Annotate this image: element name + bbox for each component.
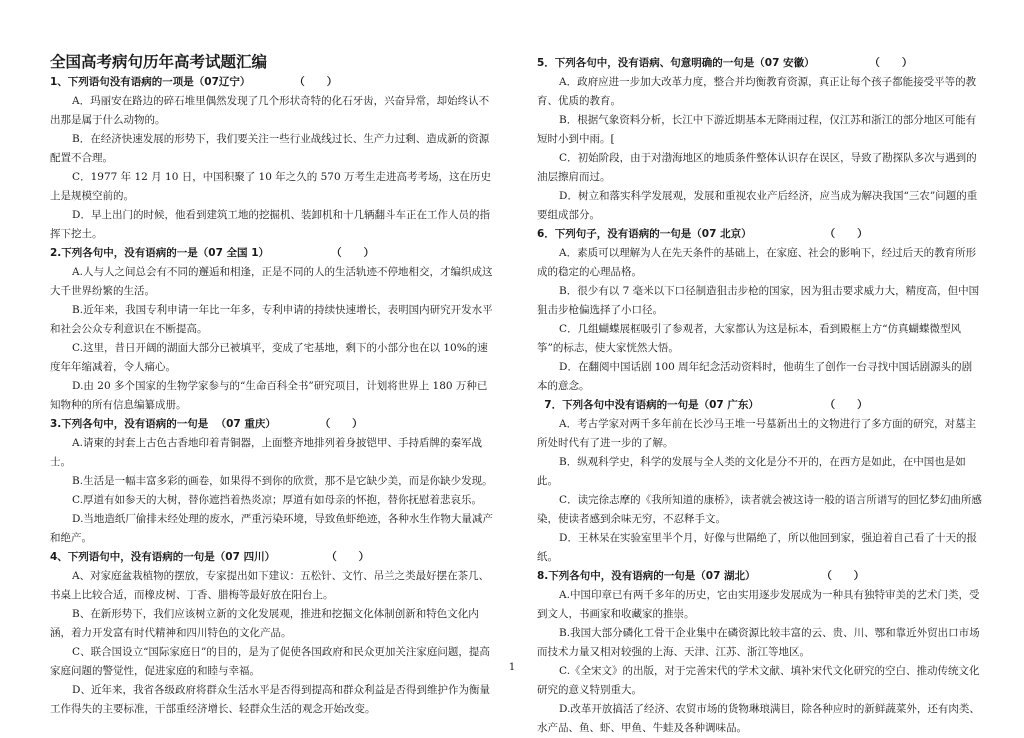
question-block [537,396,982,567]
answer-option: A.请柬的封套上古色古香地印着青铜器，上面整齐地排列着身披铠甲、手持盾牌的秦军战士。 [50,437,482,468]
document-title: 全国高考病句历年高考试题汇编 [50,53,268,71]
answer-option: C.厚道有如参天的大树，替你遮挡着热炎凉；厚道有如母亲的怀抱，替你抚慰着悲哀乐。 [72,494,483,506]
question-title: 6．下列句子，没有语病的一句是（07 北京） （ ） [537,228,868,240]
answer-option: B、在新形势下，我们应该树立新的文化发展观，推进和挖掘文化体制创新和特色文化内涵，着力开发富有时代精神和四川特色的文化产品。 [50,608,479,639]
answer-option: A．玛丽安在路边的碎石堆里偶然发现了几个形状奇特的化石牙齿，兴奋异常，却始终认不出那是属于什么动物的。 [50,95,490,126]
answer-option: B.我国大部分磷化工骨干企业集中在磷资源比较丰富的云、贵、川、鄂和靠近外贸出口市场而技术力量又相对较强的上海、天津、江苏、浙江等地区。 [537,627,980,658]
answer-option: A．考古学家对两千多年前在长沙马王堆一号墓新出土的文物进行了多方面的研究，对墓主所处时代有了进一步的了解。 [537,418,977,449]
left-column [50,52,495,719]
answer-option: D.由 20 多个国家的生物学家参与的“生命百科全书”研究项目，计划将世界上 180 万种已知物种的所有信息编纂成册。 [50,380,488,411]
answer-option: D．早上出门的时候，他看到建筑工地的挖掘机、装卸机和十几辆翻斗车正在工作人员的指挥下挖土。 [50,209,490,240]
answer-option: D．树立和落实科学发展观，发展和重视农业产后经济，应当成为解决我国“三农”问题的重要组成部分。 [537,190,978,221]
question-title: 8.下列各句中，没有语病的一句是（07 湖北） （ ） [537,570,865,582]
answer-option: A.人与人之间总会有不同的邂逅和相逢，正是不同的人的生活轨迹不停地相交，才编织成这大千世界纷繁的生活。 [50,266,493,297]
question-title: 4、下列语句中，没有语病的一句是（07 四川） （ ） [50,551,370,563]
question-title: 1、下列语句没有语病的一项是（07辽宁） （ ） [50,76,338,88]
answer-option: D.当地造纸厂偷排未经处理的废水，严重污染环境，导致鱼虾绝迹，各种水生作物大量减产和绝产。 [50,513,493,544]
answer-option: B．纵观科学史，科学的发展与全人类的文化是分不开的，在西方是如此，在中国也是如此。 [537,456,966,487]
question-block [50,73,495,244]
question-title: 2.下列各句中，没有语病的一是（07 全国 1） （ ） [50,247,375,259]
answer-option: C．1977 年 12 月 10 日，中国积聚了 10 年之久的 570 万考生走进高考考场，这在历史上是规模空前的。 [50,171,491,202]
question-block [50,415,495,548]
answer-option: B．在经济快速发展的形势下，我们要关注一些行业战线过长、生产力过剩、造成新的资源配置不合理。 [50,133,490,164]
question-title: 3.下列各句中，没有语病的一句是 （07 重庆） （ ） [50,418,363,430]
answer-option: B.近年来，我国专利申请一年比一年多，专利申请的持续快速增长，表明国内研究开发水平和社会公众专利意识在不断提高。 [50,304,493,335]
answer-option: C.这里，昔日开阔的湖面大部分已被填平，变成了宅基地，剩下的小部分也在以 10%的速度年年缩减着，令人痛心。 [50,342,488,373]
answer-option: C．初始阶段，由于对渤海地区的地质条件整体认识存在误区，导致了勘探队多次与遇到的油层擦肩而过。 [537,152,977,183]
answer-option: D．王林呆在实验室里半个月，好像与世隔绝了，所以他回到家，强迫着自己看了十天的报纸。 [537,532,977,563]
right-questions [537,54,982,738]
answer-option: C、联合国设立“国际家庭日”的目的，是为了促使各国政府和民众更加关注家庭问题，提高家庭问题的警觉性，促进家庭的和睦与幸福。 [50,646,490,677]
answer-option: B.生活是一幅丰富多彩的画卷，如果得不到你的欣赏，那不是它缺少美，而是你缺少发现。 [72,475,493,487]
left-questions [50,73,495,719]
page-number: 1 [508,662,516,673]
answer-option: C．读完徐志摩的《我所知道的康桥》，读者就会被这诗一般的语言所谱写的回忆梦幻曲所感染，使读者感到余味无穷，不忍释手文。 [537,494,982,525]
answer-option: A.中国印章已有两千多年的历史，它由实用逐步发展成为一种具有独特审美的艺术门类，受到文人，书画家和收藏家的推崇。 [537,589,980,620]
question-title: 7．下列各句中没有语病的一句是（07 广东） （ ） [537,399,868,411]
question-title: 5．下列各句中，没有语病、句意明确的一句是（07 安徽） （ ） [537,57,913,69]
answer-option: A．素质可以理解为人在先天条件的基础上，在家庭、社会的影响下，经过后天的教育所形成的稳定的心理品格。 [537,247,977,278]
question-block [50,548,495,719]
answer-option: A．政府应进一步加大改革力度，整合并均衡教育资源，真正让每个孩子都能接受平等的教育、优质的教育。 [537,76,977,107]
question-block [537,567,982,738]
answer-option: A、对家庭盆栽植物的摆放，专家提出如下建议：五松针、文竹、吊兰之类最好摆在茶几、书桌上比较合适，而橡皮树、丁香、腊梅等最好放在阳台上。 [50,570,490,601]
answer-option: D．在翻阅中国话剧 100 周年纪念活动资料时，他萌生了创作一台寻找中国话剧源头的剧本的意念。 [537,361,973,392]
right-column [537,54,982,738]
question-block [537,54,982,225]
question-block [50,244,495,415]
answer-option: C.《全宋文》的出版，对于完善宋代的学术文献、填补宋代文化研究的空白、推动传统文化研究的意义特别重大。 [537,665,980,696]
answer-option: D、近年来，我省各级政府将群众生活水平是否得到提高和群众利益是否得到维护作为衡量工作得失的主要标准，干部重经济增长、轻群众生活的观念开始改变。 [50,684,490,715]
answer-option: C．几组蝴蝶展框吸引了参观者，大家都认为这是标本，看到殿框上方“仿真蝴蝶微型风筝”的标志，使大家恍然大悟。 [537,323,961,354]
answer-option: B．根据气象资料分析，长江中下游近期基本无降雨过程，仅江苏和浙江的部分地区可能有短时小到中雨。[ [537,114,977,145]
answer-option: D.改革开放搞活了经济、农贸市场的货物琳琅满目，除各种应时的新鲜蔬菜外，还有肉类、水产品、鱼、虾、甲鱼、牛蛙及各种调味品。 [537,703,980,734]
answer-option: B．很少有以 7 毫米以下口径制造狙击步枪的国家，因为狙击要求威力大，精度高，但中国狙击步枪偏选择了小口径。 [537,285,980,316]
question-block [537,225,982,396]
